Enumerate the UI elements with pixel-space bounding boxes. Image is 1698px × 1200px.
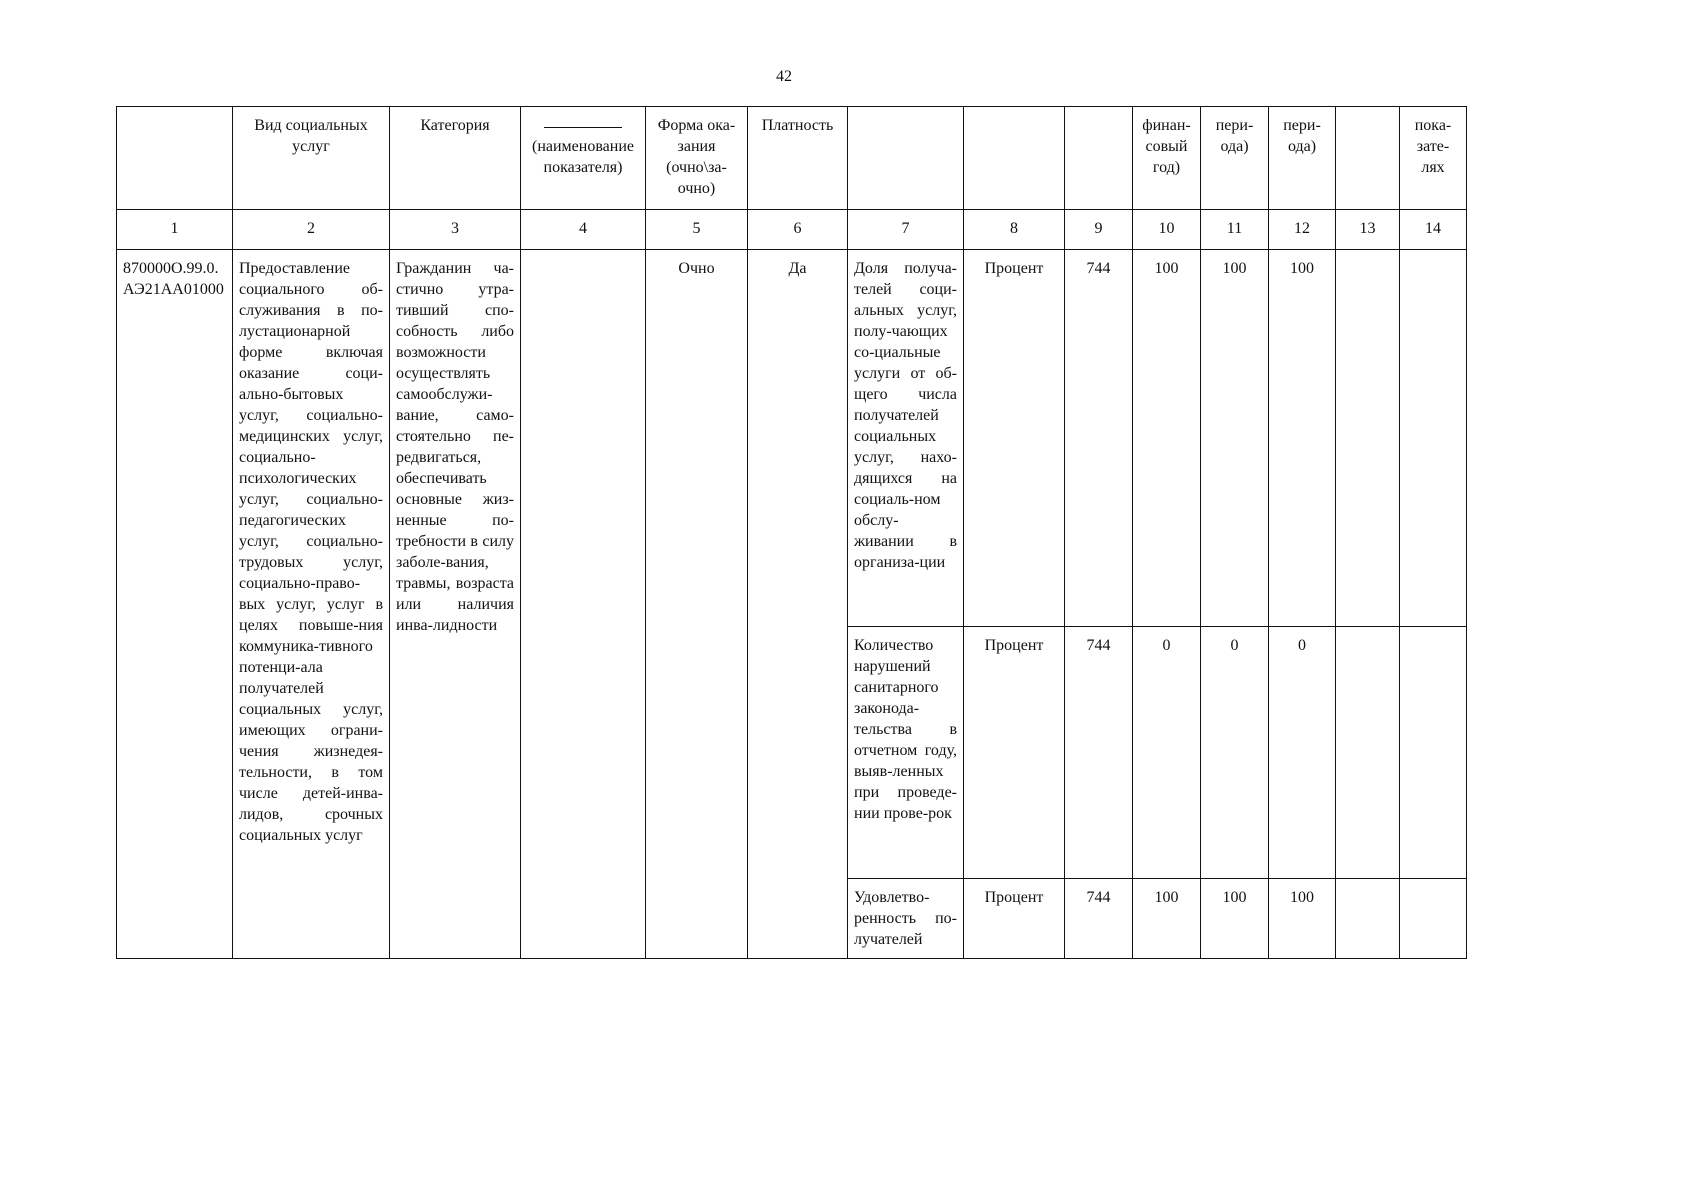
value-period-1: 100: [1201, 879, 1269, 959]
value-period-2: 100: [1269, 250, 1336, 627]
indicator-unit: Процент: [964, 627, 1065, 879]
empty-cell-13: [1336, 250, 1400, 627]
header-cell-7: [848, 107, 964, 210]
unit-code: 744: [1065, 879, 1133, 959]
header-cell-1: [117, 107, 233, 210]
category-text: Гражданин ча-стично утра-тивший спо-собность либо возможности осуществлять самообслужи-вание, само-стоятельно пе-редвигаться, обеспечивать основные жиз-ненные по-требности в силу заболе-вания, травмы, возраста или наличия инва-лидности: [390, 250, 521, 959]
value-financial-year: 100: [1133, 250, 1201, 627]
indicator-name: Удовлетво-ренность по-лучателей: [848, 879, 964, 959]
service-type-text: Предоставление социального об-служивания в по-лустационарной форме включая оказание соци-ально-бытовых услуг, социально-медицинских услуг, социально-психологических услуг, социально-педагогических услуг, социально-трудовых услуг, социально-право-вых услуг, услуг в целях повыше-ния коммуника-тивного потенци-ала получателей социальных услуг, имеющих ограни-чения жизнедея-тельности, в том числе детей-инва-лидов, срочных социальных услуг: [233, 250, 390, 959]
header-period-2: пери-ода): [1269, 107, 1336, 210]
value-period-1: 0: [1201, 627, 1269, 879]
header-category: Категория: [390, 107, 521, 210]
indicator-name-cell: [521, 250, 646, 959]
column-number: 2: [233, 210, 390, 250]
header-payment: Платность: [748, 107, 848, 210]
column-number: 9: [1065, 210, 1133, 250]
empty-cell-14: [1400, 250, 1467, 627]
table-row: [117, 250, 1467, 627]
column-number: 4: [521, 210, 646, 250]
empty-cell-13: [1336, 627, 1400, 879]
registry-code: 870000О.99.0.АЭ21АА01000: [117, 250, 233, 959]
column-number: 7: [848, 210, 964, 250]
value-period-2: 0: [1269, 627, 1336, 879]
column-number: 8: [964, 210, 1065, 250]
value-financial-year: 100: [1133, 879, 1201, 959]
header-service-type: Вид социальных услуг: [233, 107, 390, 210]
header-form: Форма ока-зания (очно\за-очно): [646, 107, 748, 210]
indicator-unit: Процент: [964, 879, 1065, 959]
header-period-1: пери-ода): [1201, 107, 1269, 210]
empty-cell-14: [1400, 879, 1467, 959]
column-number: 6: [748, 210, 848, 250]
value-period-2: 100: [1269, 879, 1336, 959]
header-financial-year: финан-совый год): [1133, 107, 1201, 210]
header-cell-13: [1336, 107, 1400, 210]
empty-cell-14: [1400, 627, 1467, 879]
header-cell-8: [964, 107, 1065, 210]
header-row: [117, 107, 1467, 210]
unit-code: 744: [1065, 250, 1133, 627]
header-cell-9: [1065, 107, 1133, 210]
column-number-row: [117, 210, 1467, 250]
column-number: 13: [1336, 210, 1400, 250]
empty-cell-13: [1336, 879, 1400, 959]
column-number: 5: [646, 210, 748, 250]
column-number: 12: [1269, 210, 1336, 250]
value-period-1: 100: [1201, 250, 1269, 627]
indicator-name: Количество нарушений санитарного законода-тельства в отчетном году, выяв-ленных при проведе-нии прове-рок: [848, 627, 964, 879]
column-number: 11: [1201, 210, 1269, 250]
column-number: 10: [1133, 210, 1201, 250]
payment-flag: Да: [748, 250, 848, 959]
column-number: 14: [1400, 210, 1467, 250]
header-indicator-label: (наименование показателя): [531, 138, 634, 176]
column-number: 3: [390, 210, 521, 250]
page-number: 42: [776, 68, 792, 85]
indicator-unit: Процент: [964, 250, 1065, 627]
column-number: 1: [117, 210, 233, 250]
header-indicators: пока-зате-лях: [1400, 107, 1467, 210]
overline-rule: [544, 127, 622, 128]
header-indicator-name: [521, 107, 646, 210]
value-financial-year: 0: [1133, 627, 1201, 879]
service-table: [116, 106, 1467, 959]
indicator-name: Доля получа-телей соци-альных услуг, полу-чающих со-циальные услуги от об-щего числа получателей социальных услуг, нахо-дящихся на социаль-ном обслу-живании в организа-ции: [848, 250, 964, 627]
unit-code: 744: [1065, 627, 1133, 879]
service-form: Очно: [646, 250, 748, 959]
